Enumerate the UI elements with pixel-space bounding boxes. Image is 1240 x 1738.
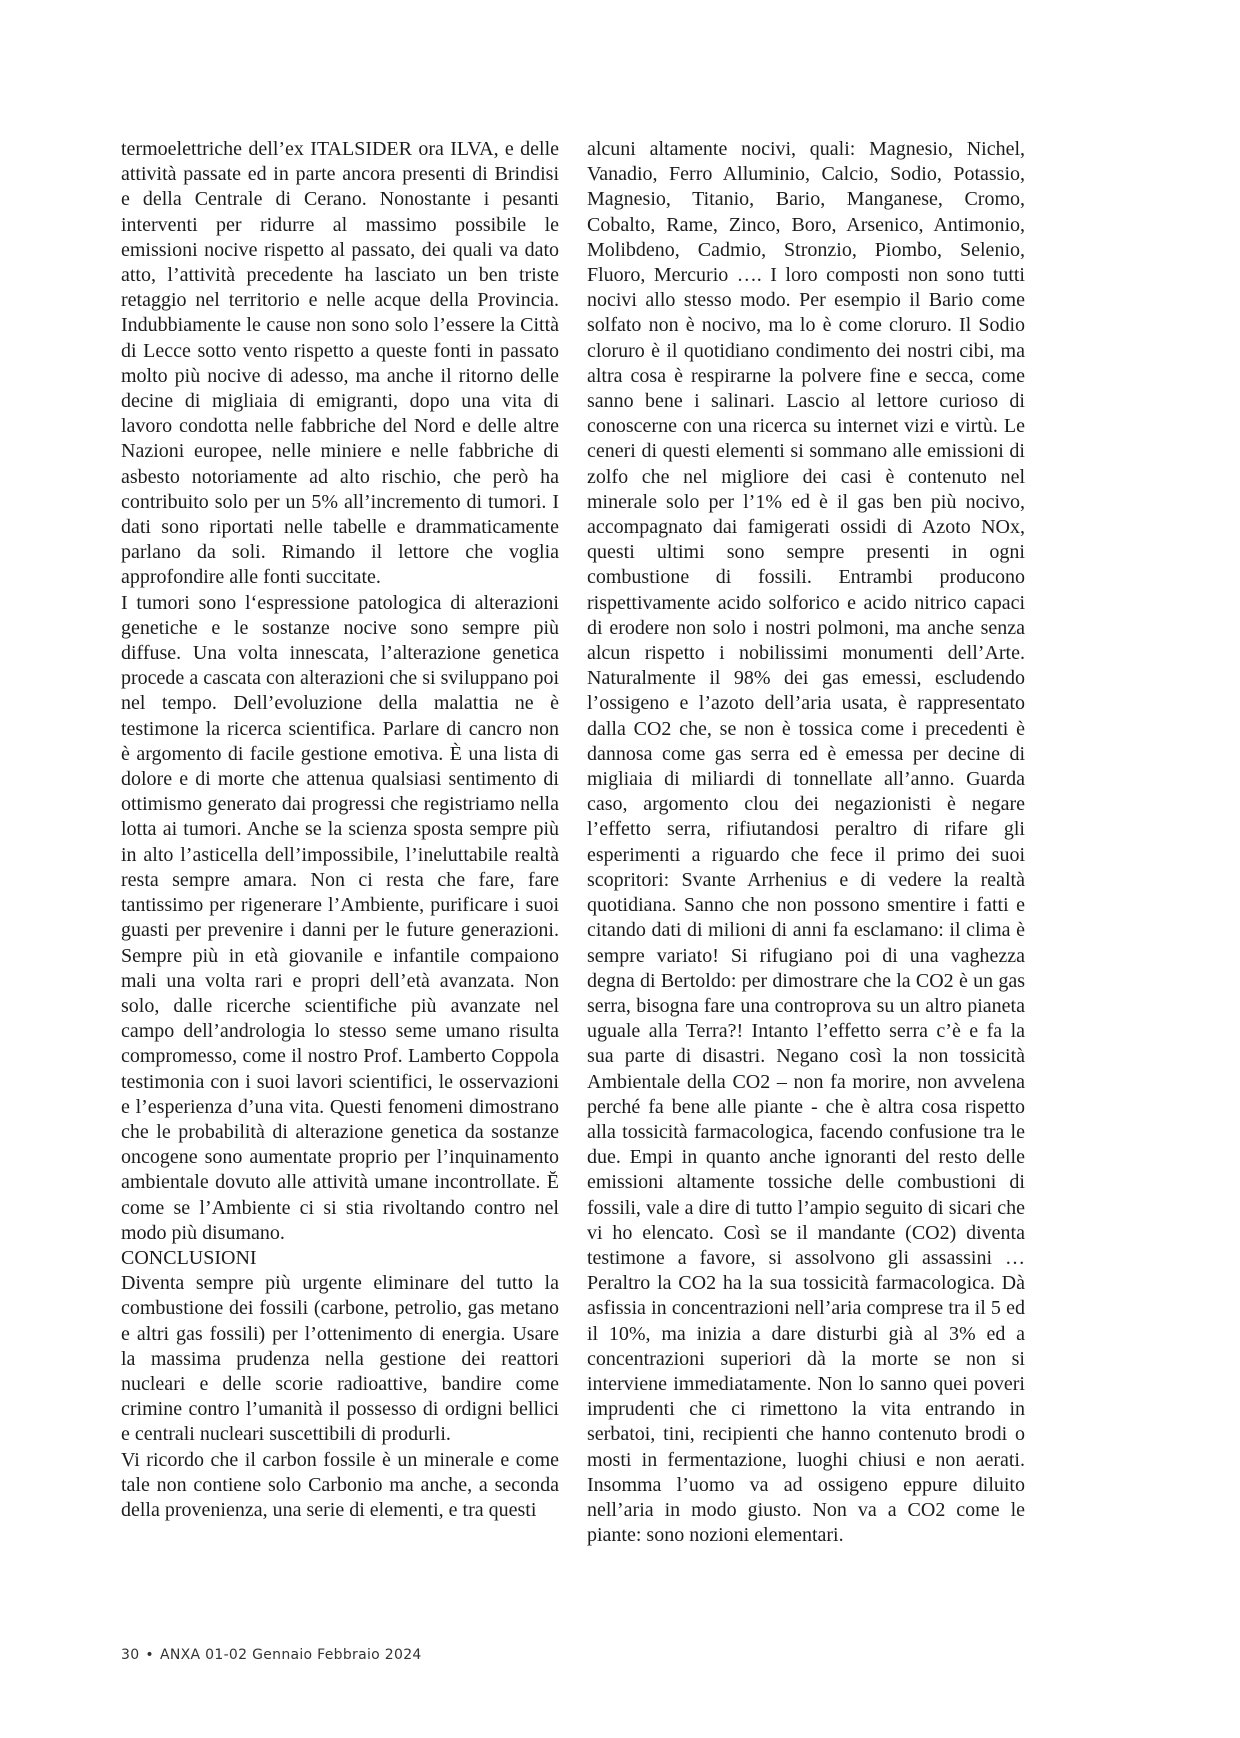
footer-separator: • (145, 1647, 154, 1663)
page-footer (121, 1647, 422, 1663)
body-paragraph: termoelettriche dell’ex ITALSIDER ora ILVA, e delle attività passate ed in parte ancora presenti di Brindisi e della Centrale di Cerano. Nonostante i pesanti interventi per ridurre al massimo possibile le emissioni nocive rispetto al passato, dei quali va dato atto, l’attività precedente ha lasciato un ben triste retaggio nel territorio e nelle acque della Provincia. Indubbiamente le cause non sono solo l’essere la Città di Lecce sotto vento rispetto a queste fonti in passato molto più nocive di adesso, ma anche il ritorno delle decine di migliaia di emigranti, dopo una vita di lavoro condotta nelle fabbriche del Nord e delle altre Nazioni europee, nelle miniere e nelle fabbriche di asbesto notoriamente ad alto rischio, che però ha contribuito solo per un 5% all’incremento di tumori. I dati sono riportati nelle tabelle e drammaticamente parlano da soli. Rimando il lettore che voglia approfondire alle fonti succitate. (121, 138, 559, 589)
left-text-column (121, 137, 559, 1523)
section-heading-conclusioni: CONCLUSIONI (121, 1246, 257, 1269)
publication-info: ANXA 01-02 Gennaio Febbraio 2024 (159, 1647, 422, 1663)
body-paragraph: Diventa sempre più urgente eliminare del tutto la combustione dei fossili (carbone, petrolio, gas metano e altri gas fossili) per l’ottenimento di energia. Usare la massima prudenza nella gestione dei reattori nucleari e delle scorie radioattive, bandire come crimine contro l’umanità il possesso di ordigni bellici e centrali nucleari suscettibili di produrli. (121, 1272, 559, 1446)
right-text-column (587, 137, 1025, 1548)
body-paragraph: I tumori sono l‘espressione patologica di alterazioni genetiche e le sostanze nocive sono sempre più diffuse. Una volta innescata, l’alterazione genetica procede a cascata con alterazioni che si sviluppano poi nel tempo. Dell’evoluzione della malattia ne è testimone la ricerca scientifica. Parlare di cancro non è argomento di facile gestione emotiva. È una lista di dolore e di morte che attenua qualsiasi sentimento di ottimismo generato dai progressi che registriamo nella lotta ai tumori. Anche se la scienza sposta sempre più in alto l’asticella dell’impossibile, l’ineluttabile realtà resta sempre amara. Non ci resta che fare, fare tantissimo per rigenerare l’Ambiente, purificare i suoi guasti per prevenire i danni per le future generazioni. Sempre più in età giovanile e infantile compaiono mali una volta rari e propri dell’età avanzata. Non solo, dalle ricerche scientifiche più avanzate nel campo dell’andrologia lo stesso seme umano risulta compromesso, come il nostro Prof. Lamberto Coppola testimonia con i suoi lavori scientifici, le osservazioni e l’esperienza d’una vita. Questi fenomeni dimostrano che le probabilità di alterazione genetica da sostanze oncogene sono aumentate proprio per l’inquinamento ambientale dovuto alle attività umane incontrollate. Ĕ come se l’Ambiente ci si stia rivoltando contro nel modo più disumano. (121, 591, 559, 1244)
page-number: 30 (121, 1647, 140, 1663)
body-paragraph: Vi ricordo che il carbon fossile è un minerale e come tale non contiene solo Carbonio ma anche, a seconda della provenienza, una serie di elementi, e tra questi (121, 1448, 559, 1521)
body-paragraph: alcuni altamente nocivi, quali: Magnesio, Nichel, Vanadio, Ferro Alluminio, Calcio, Sodio, Potassio, Magnesio, Titanio, Bario, Manganese, Cromo, Cobalto, Rame, Zinco, Boro, Arsenico, Antimonio, Molibdeno, Cadmio, Stronzio, Piombo, Selenio, Fluoro, Mercurio …. I loro composti non sono tutti nocivi allo stesso modo. Per esempio il Bario come solfato non è nocivo, ma lo è come cloruro. Il Sodio cloruro è il quotidiano condimento dei nostri cibi, ma altra cosa è respirarne la polvere fine e secca, come sanno bene i salinari. Lascio al lettore curioso di conoscerne con una ricerca su internet vizi e virtù. Le ceneri di questi elementi si sommano alle emissioni di zolfo che nel migliore dei casi è contenuto nel minerale solo per l’1% ed è il gas ben più nocivo, accompagnato dai famigerati ossidi di Azoto NOx, questi ultimi sono sempre presenti in ogni combustione di fossili. Entrambi producono rispettivamente acido solforico e acido nitrico capaci di erodere non solo i nostri polmoni, ma anche senza alcun rispetto i nobilissimi monumenti dell’Arte. Naturalmente il 98% dei gas emessi, escludendo l’ossigeno e l’azoto dell’aria usata, è rappresentato dalla CO2 che, se non è tossica come i precedenti è dannosa come gas serra ed è emessa per decine di migliaia di miliardi di tonnellate all’anno. Guarda caso, argomento clou dei negazionisti è negare l’effetto serra, rifiutandosi peraltro di rifare gli esperimenti a riguardo che fece il primo dei suoi scopritori: Svante Arrhenius e di vedere la realtà quotidiana. Sanno che non possono smentire i fatti e citando dati di milioni di anni fa esclamano: il clima è sempre variato! Si rifugiano poi di una vaghezza degna di Bertoldo: per dimostrare che la CO2 è un gas serra, bisogna fare una controprova su un altro pianeta uguale alla Terra?! Intanto l’effetto serra c’è e fa la sua parte di disastri. Negano così la non tossicità Ambientale della CO2 – non fa morire, non avvelena perché fa bene alle piante - che è altra cosa rispetto alla tossicità farmacologica, facendo confusione tra le due. Empi in quanto anche ignoranti del resto delle emissioni altamente tossiche delle combustioni di fossili, vale a dire di tutto l’ampio seguito di sicari che vi ho elencato. Così se il mandante (CO2) diventa testimone a favore, si assolvono gli assassini … Peraltro la CO2 ha la sua tossicità farmacologica. Dà asfissia in concentrazioni nell’aria comprese tra il 5 ed il 10%, ma inizia a dare disturbi già al 3% ed a concentrazioni superiori dà la morte se non si interviene immediatamente. Non lo sanno quei poveri imprudenti che ci rimettono la vita entrando in serbatoi, tini, recipienti che hanno contenuto brodi o mosti in fermentazione, luoghi chiusi e non aerati. Insomma l’uomo va ad ossigeno eppure diluito nell’aria in modo giusto. Non va a CO2 come le piante: sono nozioni elementari. (587, 138, 1025, 1547)
